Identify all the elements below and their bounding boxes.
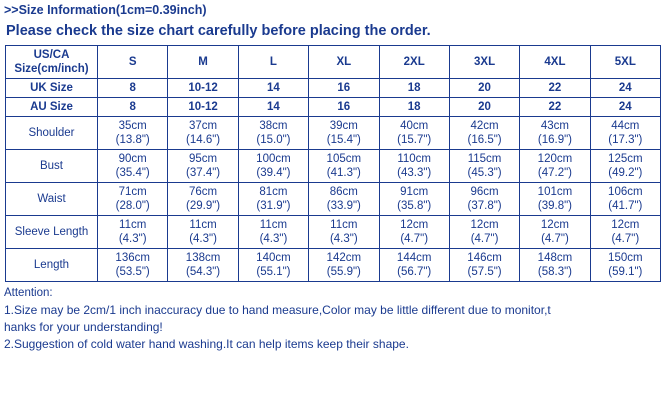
cell-length-m (168, 249, 238, 282)
cell-length-3xl (449, 249, 519, 282)
value-cm: 142cm (326, 252, 362, 264)
value-inch: (4.3") (259, 233, 288, 245)
column-header-xl: XL (309, 46, 379, 79)
value-cm: 90cm (118, 153, 147, 165)
attention-label: Attention: (4, 287, 53, 299)
cell-uk-xl: 16 (309, 79, 379, 98)
column-header-2xl: 2XL (379, 46, 449, 79)
value-inch: (49.2") (608, 167, 643, 179)
table-header-row (6, 46, 661, 79)
table-row (6, 216, 661, 249)
cell-au-s: 8 (98, 98, 168, 117)
column-header-5xl: 5XL (590, 46, 660, 79)
cell-sleeve-5xl (590, 216, 660, 249)
column-header-3xl: 3XL (449, 46, 519, 79)
value-cm: 43cm (540, 120, 569, 132)
value-inch: (4.3") (189, 233, 217, 245)
cell-length-4xl (520, 249, 590, 282)
value-cm: 125cm (608, 153, 643, 165)
value-cm: 100cm (256, 153, 291, 165)
page-subtitle: Please check the size chart carefully before placing the order. (6, 23, 431, 39)
value-inch: (28.0") (115, 200, 150, 212)
cell-uk-s: 8 (98, 79, 168, 98)
cell-shoulder-3xl (449, 117, 519, 150)
note-line-1b: hanks for your understanding! (4, 320, 163, 334)
size-chart-table (5, 45, 661, 282)
value-inch: (4.3") (329, 233, 358, 245)
cell-waist-5xl (590, 183, 660, 216)
value-cm: 42cm (470, 120, 499, 132)
value-inch: (4.7") (541, 233, 569, 245)
cell-bust-4xl (520, 150, 590, 183)
value-inch: (16.5") (467, 134, 502, 146)
value-cm: 140cm (256, 252, 291, 264)
cell-shoulder-s (98, 117, 168, 150)
cell-bust-5xl (590, 150, 660, 183)
value-inch: (47.2") (537, 167, 572, 179)
value-inch: (4.3") (118, 233, 147, 245)
cell-length-s (98, 249, 168, 282)
value-cm: 11cm (119, 219, 147, 231)
value-cm: 120cm (537, 153, 573, 165)
value-cm: 105cm (326, 153, 362, 165)
cell-au-2xl: 18 (379, 98, 449, 117)
value-cm: 39cm (329, 120, 358, 132)
cell-waist-3xl (449, 183, 519, 216)
cell-sleeve-l (238, 216, 308, 249)
value-cm: 150cm (608, 252, 643, 264)
cell-au-l: 14 (238, 98, 308, 117)
value-cm: 144cm (396, 252, 432, 264)
value-inch: (39.4") (256, 167, 291, 179)
row-header-au-size: AU Size (6, 98, 98, 117)
cell-length-xl (309, 249, 379, 282)
value-inch: (45.3") (467, 167, 502, 179)
row-header-uk-size: UK Size (6, 79, 98, 98)
table-row (6, 117, 661, 150)
row-header-length: Length (6, 249, 98, 282)
value-cm: 11cm (189, 219, 217, 231)
cell-bust-l (238, 150, 308, 183)
note-line-1: 1.Size may be 2cm/1 inch inaccuracy due to hand measure,Color may be little different due to monitor,t (4, 303, 551, 317)
value-inch: (37.4") (186, 167, 221, 179)
cell-bust-m (168, 150, 238, 183)
value-cm: 12cm (400, 219, 429, 231)
value-inch: (57.5") (467, 266, 502, 278)
cell-au-5xl: 24 (590, 98, 660, 117)
page-title: >>Size Information(1cm=0.39inch) (4, 3, 207, 17)
value-inch: (14.6") (186, 134, 221, 146)
value-cm: 11cm (330, 219, 358, 231)
value-inch: (55.1") (256, 266, 291, 278)
column-header-s: S (98, 46, 168, 79)
table-row (6, 98, 661, 117)
cell-shoulder-2xl (379, 117, 449, 150)
row-header-waist: Waist (6, 183, 98, 216)
cell-au-4xl: 22 (520, 98, 590, 117)
value-inch: (41.3") (326, 167, 361, 179)
value-cm: 96cm (470, 186, 499, 198)
cell-uk-3xl: 20 (449, 79, 519, 98)
value-inch: (35.8") (397, 200, 432, 212)
value-cm: 76cm (189, 186, 218, 198)
corner-label-line1: US/CA (33, 49, 70, 61)
value-cm: 138cm (185, 252, 221, 264)
cell-length-2xl (379, 249, 449, 282)
value-inch: (31.9") (256, 200, 291, 212)
value-inch: (16.9") (537, 134, 572, 146)
value-cm: 115cm (467, 153, 502, 165)
cell-shoulder-m (168, 117, 238, 150)
cell-au-m: 10-12 (168, 98, 238, 117)
cell-au-3xl: 20 (449, 98, 519, 117)
value-inch: (4.7") (400, 233, 429, 245)
value-cm: 81cm (259, 186, 288, 198)
value-cm: 11cm (259, 219, 288, 231)
row-header-shoulder: Shoulder (6, 117, 98, 150)
value-cm: 110cm (397, 153, 432, 165)
cell-bust-3xl (449, 150, 519, 183)
value-cm: 12cm (470, 219, 499, 231)
value-inch: (56.7") (397, 266, 432, 278)
value-inch: (43.3") (397, 167, 432, 179)
value-cm: 91cm (400, 186, 429, 198)
value-cm: 12cm (540, 219, 569, 231)
cell-sleeve-s (98, 216, 168, 249)
table-row (6, 79, 661, 98)
value-inch: (39.8") (537, 200, 572, 212)
cell-waist-s (98, 183, 168, 216)
value-cm: 44cm (611, 120, 640, 132)
cell-waist-l (238, 183, 308, 216)
value-inch: (33.9") (326, 200, 361, 212)
value-cm: 38cm (259, 120, 288, 132)
column-header-4xl: 4XL (520, 46, 590, 79)
value-cm: 136cm (115, 252, 150, 264)
value-inch: (29.9") (186, 200, 221, 212)
cell-shoulder-xl (309, 117, 379, 150)
value-inch: (53.5") (115, 266, 150, 278)
note-line-2: 2.Suggestion of cold water hand washing.It can help items keep their shape. (4, 337, 409, 351)
table-corner-header (6, 46, 98, 79)
cell-waist-xl (309, 183, 379, 216)
cell-uk-4xl: 22 (520, 79, 590, 98)
cell-uk-5xl: 24 (590, 79, 660, 98)
value-cm: 148cm (537, 252, 573, 264)
cell-bust-2xl (379, 150, 449, 183)
cell-au-xl: 16 (309, 98, 379, 117)
column-header-l: L (238, 46, 308, 79)
value-cm: 146cm (467, 252, 502, 264)
value-inch: (58.3") (537, 266, 572, 278)
cell-sleeve-xl (309, 216, 379, 249)
value-inch: (15.0") (256, 134, 291, 146)
corner-label-line2: Size(cm/inch) (14, 63, 89, 75)
value-cm: 101cm (537, 186, 573, 198)
cell-waist-m (168, 183, 238, 216)
cell-sleeve-m (168, 216, 238, 249)
table-row (6, 150, 661, 183)
cell-uk-m: 10-12 (168, 79, 238, 98)
cell-sleeve-3xl (449, 216, 519, 249)
value-inch: (35.4") (115, 167, 150, 179)
table-row (6, 183, 661, 216)
value-cm: 95cm (189, 153, 218, 165)
cell-shoulder-4xl (520, 117, 590, 150)
value-inch: (41.7") (608, 200, 643, 212)
cell-shoulder-l (238, 117, 308, 150)
value-cm: 86cm (329, 186, 358, 198)
cell-sleeve-4xl (520, 216, 590, 249)
cell-waist-2xl (379, 183, 449, 216)
value-cm: 106cm (608, 186, 643, 198)
value-inch: (15.4") (326, 134, 361, 146)
cell-uk-2xl: 18 (379, 79, 449, 98)
cell-waist-4xl (520, 183, 590, 216)
cell-bust-s (98, 150, 168, 183)
cell-uk-l: 14 (238, 79, 308, 98)
value-cm: 71cm (118, 186, 147, 198)
value-cm: 12cm (611, 219, 640, 231)
value-inch: (4.7") (470, 233, 499, 245)
value-inch: (55.9") (326, 266, 361, 278)
cell-length-l (238, 249, 308, 282)
value-inch: (54.3") (186, 266, 221, 278)
value-inch: (4.7") (611, 233, 640, 245)
cell-shoulder-5xl (590, 117, 660, 150)
cell-length-5xl (590, 249, 660, 282)
value-inch: (15.7") (397, 134, 432, 146)
value-inch: (59.1") (608, 266, 643, 278)
value-cm: 37cm (189, 120, 218, 132)
value-cm: 35cm (118, 120, 147, 132)
row-header-sleeve-length: Sleeve Length (6, 216, 98, 249)
value-inch: (13.8") (115, 134, 150, 146)
cell-bust-xl (309, 150, 379, 183)
row-header-bust: Bust (6, 150, 98, 183)
value-inch: (17.3") (608, 134, 643, 146)
cell-sleeve-2xl (379, 216, 449, 249)
table-row (6, 249, 661, 282)
value-cm: 40cm (400, 120, 429, 132)
column-header-m: M (168, 46, 238, 79)
value-inch: (37.8") (467, 200, 502, 212)
